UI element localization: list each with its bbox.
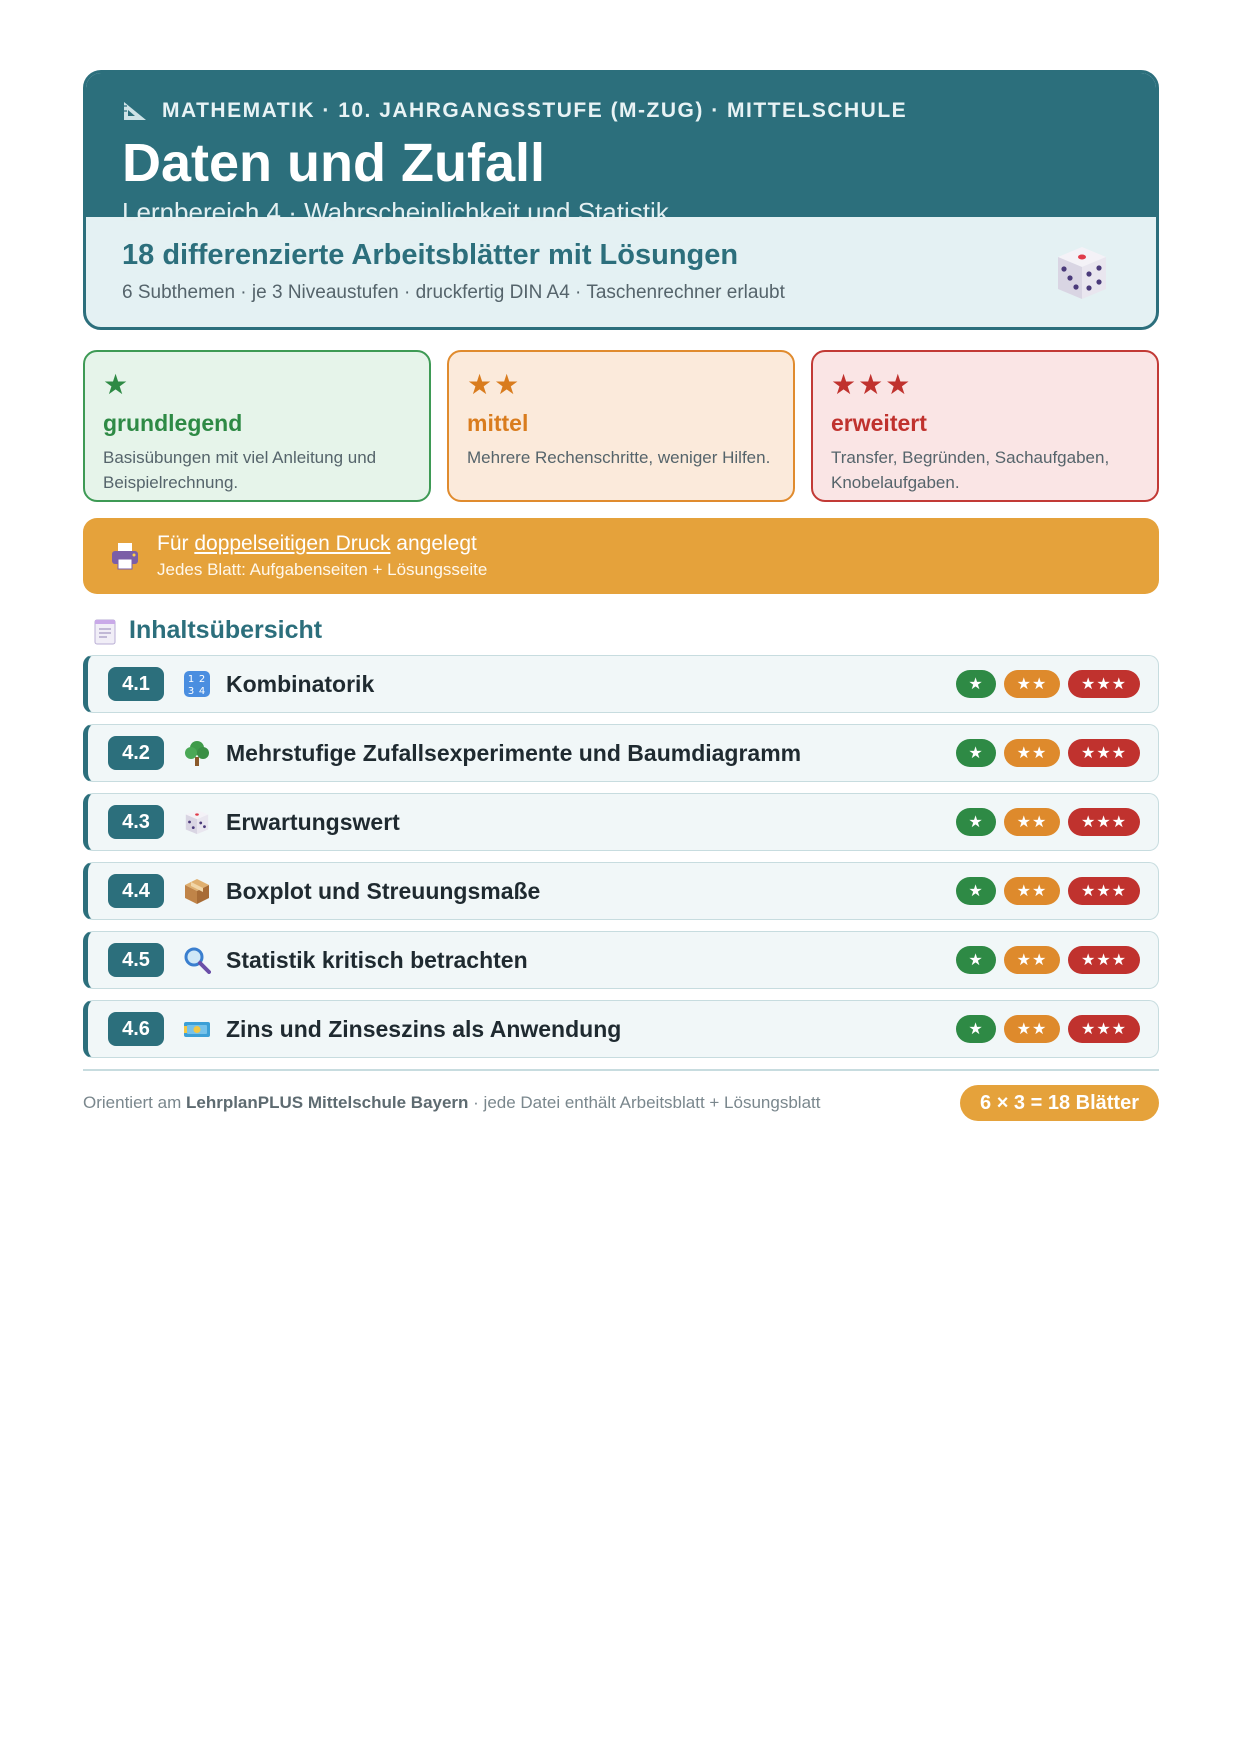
level-pill-mittel[interactable]: ★★	[1004, 739, 1060, 767]
section-number: 4.4	[108, 874, 164, 908]
toc-row-4-3[interactable]	[83, 793, 1159, 851]
svg-text:2: 2	[198, 674, 206, 685]
level-name: mittel	[467, 410, 529, 436]
footer-note: Orientiert am LehrplanPLUS Mittelschule Bayern · jede Datei enthält Arbeitsblatt + Lösungsblatt	[83, 1093, 821, 1112]
magnifier-icon	[182, 945, 212, 975]
toc-row-4-5[interactable]	[83, 931, 1159, 989]
toc-row-4-1[interactable]	[83, 655, 1159, 713]
level-pills	[956, 1015, 1140, 1043]
level-name: erweitert	[831, 410, 927, 436]
footer-divider	[83, 1069, 1159, 1071]
level-pill-erweitert[interactable]: ★★★	[1068, 808, 1140, 836]
level-pill-grundlegend[interactable]: ★	[956, 946, 996, 974]
level-legend	[83, 350, 1159, 502]
level-pill-mittel[interactable]: ★★	[1004, 1015, 1060, 1043]
level-pill-erweitert[interactable]: ★★★	[1068, 1015, 1140, 1043]
section-number: 4.2	[108, 736, 164, 770]
level-pill-grundlegend[interactable]: ★	[956, 1015, 996, 1043]
section-title: Boxplot und Streuungsmaße	[226, 877, 541, 904]
toc-row-4-2[interactable]	[83, 724, 1159, 782]
footer	[83, 1085, 1159, 1121]
kicker-text: MATHEMATIK · 10. JAHRGANGSSTUFE (M-ZUG) · MITTELSCHULE	[162, 99, 908, 122]
sheet-count-badge: 6 × 3 = 18 Blätter	[960, 1085, 1159, 1121]
section-number: 4.5	[108, 943, 164, 977]
level-pill-erweitert[interactable]: ★★★	[1068, 877, 1140, 905]
subject-kicker	[122, 99, 1120, 123]
svg-text:1: 1	[187, 674, 195, 685]
summary-section	[86, 217, 1156, 327]
level-pill-grundlegend[interactable]: ★	[956, 808, 996, 836]
level-card-erweitert	[811, 350, 1159, 502]
print-banner-text: Für doppelseitigen Druck angelegt	[157, 532, 477, 555]
toc-title: Inhaltsübersicht	[129, 616, 323, 644]
section-number: 4.6	[108, 1012, 164, 1046]
level-card-grundlegend	[83, 350, 431, 502]
triangle-ruler-icon	[122, 100, 148, 122]
level-pill-grundlegend[interactable]: ★	[956, 670, 996, 698]
page-subtitle: Lernbereich 4 · Wahrscheinlichkeit und Statistik	[122, 197, 669, 227]
star-icon: ★	[103, 369, 131, 400]
notepad-icon	[93, 617, 117, 645]
section-title: Statistik kritisch betrachten	[226, 946, 528, 973]
header-banner	[86, 73, 1156, 227]
summary-title: 18 differenzierte Arbeitsblätter mit Lösungen	[122, 239, 739, 271]
dice-icon	[1052, 243, 1112, 303]
tree-icon	[182, 738, 212, 768]
banknote-icon	[182, 1014, 212, 1044]
level-pills	[956, 808, 1140, 836]
worksheet-cover	[83, 70, 1159, 1121]
print-banner	[83, 518, 1159, 594]
level-pill-grundlegend[interactable]: ★	[956, 739, 996, 767]
section-number: 4.1	[108, 667, 164, 701]
level-pills	[956, 877, 1140, 905]
level-pill-mittel[interactable]: ★★	[1004, 808, 1060, 836]
level-description: Transfer, Begründen, Sachaufgaben, Knobelaufgaben.	[831, 448, 1110, 492]
level-pills	[956, 670, 1140, 698]
package-icon	[182, 876, 212, 906]
toc-row-4-4[interactable]	[83, 862, 1159, 920]
level-pills	[956, 739, 1140, 767]
printer-icon	[109, 540, 141, 572]
section-title: Mehrstufige Zufallsexperimente und Baumdiagramm	[226, 739, 802, 766]
level-pill-mittel[interactable]: ★★	[1004, 877, 1060, 905]
section-number: 4.3	[108, 805, 164, 839]
toc-list	[83, 655, 1159, 1058]
svg-text:3: 3	[187, 686, 195, 697]
section-title: Erwartungswert	[226, 808, 400, 835]
level-pill-erweitert[interactable]: ★★★	[1068, 670, 1140, 698]
page-title: Daten und Zufall	[122, 133, 545, 193]
level-pill-erweitert[interactable]: ★★★	[1068, 739, 1140, 767]
level-name: grundlegend	[103, 410, 243, 436]
toc-row-4-6[interactable]	[83, 1000, 1159, 1058]
level-pills	[956, 946, 1140, 974]
star-icon: ★★	[467, 369, 522, 400]
level-pill-grundlegend[interactable]: ★	[956, 877, 996, 905]
level-card-mittel	[447, 350, 795, 502]
level-pill-erweitert[interactable]: ★★★	[1068, 946, 1140, 974]
print-link[interactable]: doppelseitigen Druck	[194, 532, 391, 555]
level-description: Basisübungen mit viel Anleitung und Beispielrechnung.	[103, 448, 377, 492]
dice-icon	[182, 807, 212, 837]
level-description: Mehrere Rechenschritte, weniger Hilfen.	[467, 448, 771, 467]
level-pill-mittel[interactable]: ★★	[1004, 946, 1060, 974]
print-banner-subtext: Jedes Blatt: Aufgabenseiten + Lösungsseite	[157, 560, 488, 579]
header-card	[83, 70, 1159, 330]
section-title: Kombinatorik	[226, 670, 375, 697]
star-icon: ★★★	[831, 369, 913, 400]
section-title: Zins und Zinseszins als Anwendung	[226, 1015, 622, 1042]
toc-header	[93, 616, 1159, 645]
svg-text:4: 4	[198, 686, 206, 697]
summary-subtitle: 6 Subthemen · je 3 Niveaustufen · druckfertig DIN A4 · Taschenrechner erlaubt	[122, 282, 785, 303]
level-pill-mittel[interactable]: ★★	[1004, 670, 1060, 698]
numbers-icon	[182, 669, 212, 699]
